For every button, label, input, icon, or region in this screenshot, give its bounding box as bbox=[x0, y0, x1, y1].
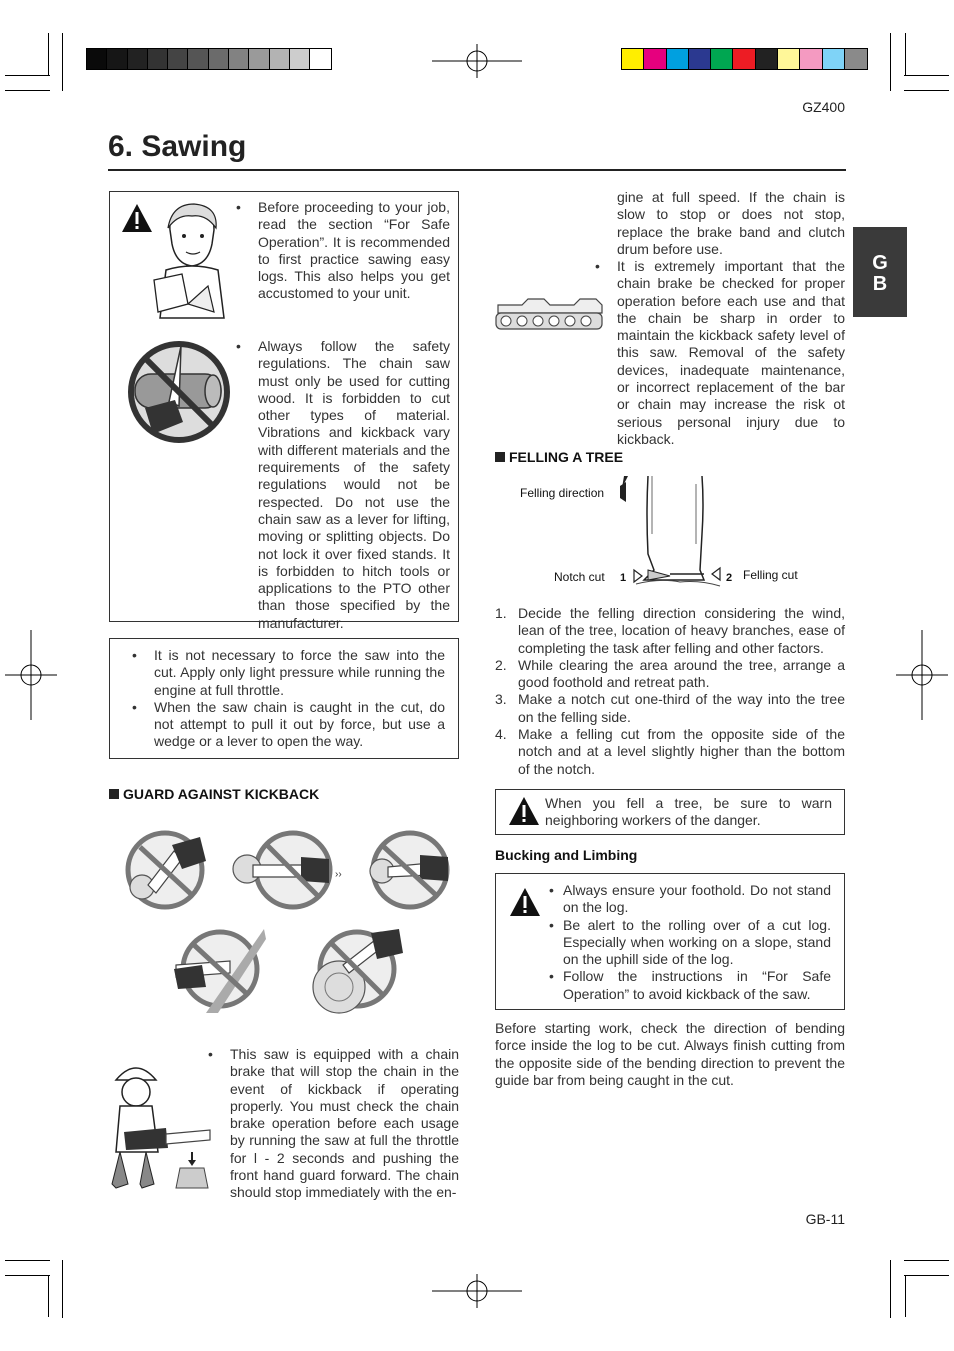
color-swatch bbox=[310, 49, 330, 69]
no-cutting-other-materials-icon bbox=[125, 338, 233, 446]
kickback-illustration-5 bbox=[309, 925, 407, 1017]
color-swatch bbox=[845, 49, 867, 69]
color-swatch bbox=[128, 49, 148, 69]
intro-bullet: • Before proceeding to your job, read the section “For Safe Operation”. It is recommended to first practice sawing easy logs. This also helps you get accustomed to your unit. bbox=[236, 199, 450, 303]
kickback-illustration-2 bbox=[229, 829, 353, 911]
bucking-heading: Bucking and Limbing bbox=[495, 847, 638, 863]
heading-square-icon bbox=[495, 452, 505, 462]
bucking-bullet: • Follow the instructions in “For Safe Operation” to avoid kickback of the saw. bbox=[549, 968, 831, 1003]
kickback-heading: GUARD AGAINST KICKBACK bbox=[109, 786, 319, 802]
operation-tip: • It is not necessary to force the saw into the cut. Apply only light pressure while running the engine at full throttle. bbox=[132, 647, 445, 699]
color-swatch bbox=[622, 49, 644, 69]
language-tab-letter: G bbox=[872, 252, 888, 274]
color-swatch bbox=[229, 49, 249, 69]
color-swatch bbox=[148, 49, 168, 69]
felling-steps bbox=[495, 605, 845, 778]
color-swatch bbox=[756, 49, 778, 69]
felling-cut-label: Felling cut bbox=[743, 568, 798, 582]
felling-direction-label: Felling direction bbox=[520, 486, 605, 500]
operation-tips-list bbox=[132, 647, 445, 751]
color-swatch bbox=[711, 49, 733, 69]
process-color-bar bbox=[621, 48, 868, 70]
grayscale-color-bar bbox=[86, 48, 332, 70]
registration-mark-bottom bbox=[432, 1274, 522, 1308]
chain-brake-list bbox=[208, 1046, 459, 1202]
language-tab-letter: B bbox=[872, 273, 888, 295]
color-swatch bbox=[270, 49, 290, 69]
color-swatch bbox=[733, 49, 755, 69]
heading-square-icon bbox=[109, 789, 119, 799]
felling-step: 3. Make a notch cut one-third of the way into the tree on the felling side. bbox=[495, 691, 845, 725]
registration-mark-top bbox=[432, 44, 522, 78]
color-swatch bbox=[249, 49, 269, 69]
felling-cut-number: 2 bbox=[726, 572, 733, 584]
felling-step: 4. Make a felling cut from the opposite side of the notch and at a level slightly higher than the bottom of the notch. bbox=[495, 726, 845, 777]
warning-triangle-icon bbox=[508, 796, 540, 826]
page-title: 6. Sawing bbox=[108, 130, 247, 163]
color-swatch bbox=[778, 49, 800, 69]
kickback-illustration-3 bbox=[364, 829, 456, 911]
color-swatch bbox=[168, 49, 188, 69]
color-swatch bbox=[209, 49, 229, 69]
color-swatch bbox=[667, 49, 689, 69]
color-swatch bbox=[823, 49, 845, 69]
bucking-bullet: • Always ensure your foothold. Do not stand on the log. bbox=[549, 882, 831, 917]
kickback-illustration-4 bbox=[170, 925, 268, 1017]
title-rule bbox=[108, 169, 846, 171]
page-number: GB-11 bbox=[805, 1211, 845, 1227]
notch-cut-number: 1 bbox=[620, 572, 627, 584]
color-swatch bbox=[689, 49, 711, 69]
felling-step: 1. Decide the felling direction considering the wind, lean of the tree, location of heavy branches, ease of completing the task after felling and other factors. bbox=[495, 605, 845, 656]
svg-text:››: ›› bbox=[335, 869, 342, 880]
important-check-bullet: • It is extremely important that the chain brake be checked for proper operation before each use and that the chain be sharp in order to maintain the kickback safety level of this saw. Removal of the safety devices, inadequate maintenance, or incorrect replacement of the bar or chain may increase the risk ot serious personal injury due to kickback. bbox=[595, 258, 845, 448]
felling-heading: FELLING A TREE bbox=[495, 449, 623, 465]
felling-warning-text: When you fell a tree, be sure to warn neighboring workers of the danger. bbox=[545, 795, 832, 829]
color-swatch bbox=[87, 49, 107, 69]
notch-cut-label: Notch cut bbox=[554, 570, 605, 584]
chain-brake-continued: gine at full speed. If the chain is slow to stop or does not stop, replace the brake band and clutch drum before use. bbox=[617, 189, 845, 257]
operation-tip: • When the saw chain is caught in the cut, do not attempt to pull it out by force, but use a wedge or a lever to open the way. bbox=[132, 699, 445, 751]
chain-brake-bullet: • This saw is equipped with a chain brake that will stop the chain in the event of kickback if operating properly. You must check the chain brake operation before each usage by running the saw at full the throttle for l - 2 seconds and pushing the front hand guard forward. The chain should stop immediately with the en- bbox=[208, 1046, 459, 1202]
color-swatch bbox=[107, 49, 127, 69]
kickback-illustration-1 bbox=[122, 829, 208, 911]
safety-regulations-bullet: • Always follow the safety regulations. The chain saw must only be used for cutting wood. It is forbidden to cut other types of material. Vibrations and kickback vary with different materials and the requirements of the safety regulations would not be respected. Do not use the chain saw as a lever for lifting, moving or splitting objects. Do not lock it over fixed stands. It is forbidden to hitch tools or applications to the PTO other than those specified by the manufacturer. bbox=[236, 338, 450, 632]
felling-step: 2. While clearing the area around the tree, arrange a good foothold and retreat path. bbox=[495, 656, 845, 691]
color-swatch bbox=[644, 49, 666, 69]
important-check-list bbox=[595, 258, 845, 448]
safety-regulations-list bbox=[236, 338, 450, 632]
color-swatch bbox=[290, 49, 310, 69]
model-number: GZ400 bbox=[802, 99, 845, 115]
color-swatch bbox=[188, 49, 208, 69]
registration-mark-left bbox=[5, 630, 57, 720]
bucking-bullet-list bbox=[549, 882, 831, 1003]
bending-force-paragraph: Before starting work, check the direction of bending force inside the log to be cut. Always finish cutting from the opposite side of the bending direction to prevent the guide bar from being caught in the cut. bbox=[495, 1020, 845, 1088]
felling-diagram bbox=[600, 474, 733, 596]
reading-boy-illustration bbox=[148, 200, 230, 320]
registration-mark-right bbox=[896, 630, 948, 720]
language-tab bbox=[853, 227, 907, 317]
saw-chain-icon bbox=[494, 297, 604, 333]
intro-bullet-list bbox=[236, 199, 450, 303]
color-swatch bbox=[800, 49, 822, 69]
warning-triangle-icon bbox=[509, 887, 541, 917]
operator-chain-brake-illustration bbox=[106, 1056, 218, 1192]
bucking-bullet: • Be alert to the rolling over of a cut log. Especially when working on a slope, stand on the uphill side of the log. bbox=[549, 917, 831, 969]
